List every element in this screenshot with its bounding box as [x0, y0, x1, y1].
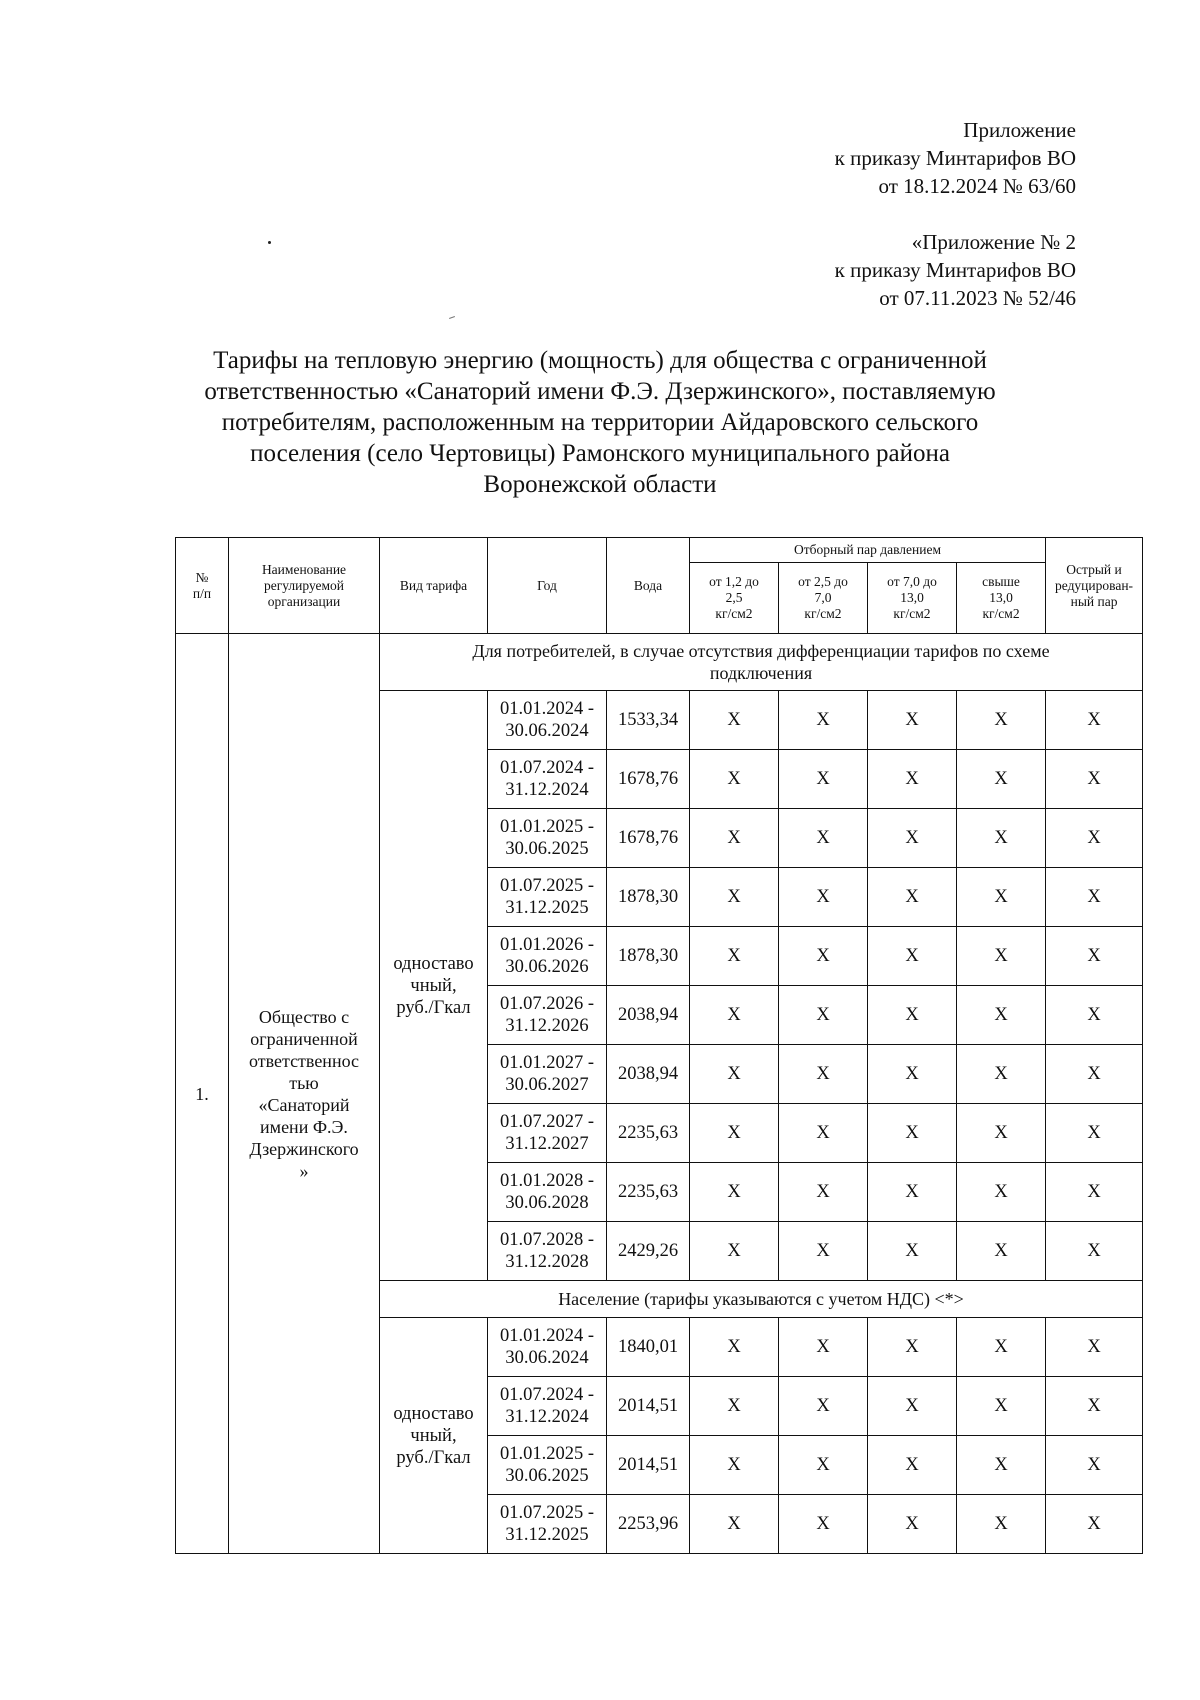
period-cell — [488, 1045, 607, 1104]
tariff-table — [175, 537, 1143, 1554]
steam-2-cell: X — [779, 809, 868, 868]
tariff-type-line: одноставо — [393, 1403, 474, 1424]
steam-4-cell: X — [957, 1495, 1046, 1554]
sharp-steam-cell: X — [1046, 1495, 1143, 1554]
steam-1-cell: X — [690, 691, 779, 750]
tariff-type-line: одноставо — [393, 953, 474, 974]
steam-3-cell: X — [868, 1436, 957, 1495]
period-end: 30.06.2024 — [505, 1348, 589, 1368]
header-number-line: п/п — [192, 585, 212, 601]
period-end: 31.12.2025 — [505, 898, 589, 918]
attachment-line2: к приказу Минтарифов ВО — [834, 146, 1076, 170]
prev-attachment-line2: к приказу Минтарифов ВО — [834, 258, 1076, 282]
steam-3-cell: X — [868, 1377, 957, 1436]
org-line: ограниченной — [250, 1028, 358, 1049]
steam-3-cell: X — [868, 986, 957, 1045]
water-cell: 2253,96 — [607, 1495, 690, 1554]
scan-speck — [268, 241, 271, 244]
header-sharp-steam — [1046, 538, 1143, 634]
period-start: 01.07.2024 - — [499, 1385, 595, 1405]
sharp-steam-cell: X — [1046, 750, 1143, 809]
header-sharp-line: Острый и — [1066, 561, 1122, 577]
period-start: 01.07.2025 - — [499, 876, 595, 896]
org-line: » — [299, 1160, 309, 1181]
period-start: 01.01.2025 - — [499, 817, 595, 837]
steam-1-cell: X — [690, 1045, 779, 1104]
title-line5: Воронежской области — [483, 471, 717, 498]
period-cell — [488, 1104, 607, 1163]
prev-attachment-line3: от 07.11.2023 № 52/46 — [879, 286, 1076, 310]
steam-4-cell: X — [957, 1045, 1046, 1104]
water-cell: 2429,26 — [607, 1222, 690, 1281]
header-pressure-line: кг/см2 — [804, 606, 842, 621]
period-cell — [488, 750, 607, 809]
header-tariff-type: Вид тарифа — [380, 538, 488, 634]
steam-2-cell: X — [779, 1495, 868, 1554]
period-start: 01.01.2026 - — [499, 935, 595, 955]
steam-3-cell: X — [868, 1163, 957, 1222]
steam-2-cell: X — [779, 750, 868, 809]
steam-1-cell: X — [690, 1163, 779, 1222]
steam-4-cell: X — [957, 927, 1046, 986]
steam-2-cell: X — [779, 1436, 868, 1495]
steam-4-cell: X — [957, 1163, 1046, 1222]
section2-tariff-type — [380, 1318, 488, 1554]
period-end: 30.06.2024 — [505, 721, 589, 741]
water-cell: 2235,63 — [607, 1163, 690, 1222]
water-cell: 2038,94 — [607, 986, 690, 1045]
steam-1-cell: X — [690, 1104, 779, 1163]
period-cell — [488, 1222, 607, 1281]
period-end: 30.06.2025 — [505, 1466, 589, 1486]
steam-4-cell: X — [957, 1104, 1046, 1163]
period-start: 01.01.2024 - — [499, 699, 595, 719]
steam-1-cell: X — [690, 986, 779, 1045]
prev-attachment-line1: «Приложение № 2 — [911, 230, 1076, 254]
steam-4-cell: X — [957, 1222, 1046, 1281]
sharp-steam-cell: X — [1046, 1436, 1143, 1495]
water-cell: 1878,30 — [607, 868, 690, 927]
org-line: имени Ф.Э. — [260, 1116, 348, 1137]
steam-2-cell: X — [779, 691, 868, 750]
tariff-type-line: руб./Гкал — [396, 997, 471, 1018]
header-sharp-line: редуцирован- — [1055, 577, 1134, 593]
header-pressure-line: от 1,2 до — [709, 574, 759, 589]
steam-2-cell: X — [779, 927, 868, 986]
steam-3-cell: X — [868, 927, 957, 986]
header-year: Год — [488, 538, 607, 634]
header-number-line: № — [195, 569, 209, 585]
steam-1-cell: X — [690, 868, 779, 927]
water-cell: 1533,34 — [607, 691, 690, 750]
period-start: 01.01.2027 - — [499, 1053, 595, 1073]
document-title — [180, 345, 1020, 500]
steam-3-cell: X — [868, 750, 957, 809]
steam-2-cell: X — [779, 1163, 868, 1222]
section1-condition — [380, 634, 1143, 691]
water-cell: 1840,01 — [607, 1318, 690, 1377]
steam-3-cell: X — [868, 1045, 957, 1104]
period-end: 31.12.2024 — [505, 780, 589, 800]
steam-4-cell: X — [957, 868, 1046, 927]
steam-3-cell: X — [868, 809, 957, 868]
period-cell — [488, 1495, 607, 1554]
steam-1-cell: X — [690, 1495, 779, 1554]
header-pressure-1 — [690, 563, 779, 634]
steam-3-cell: X — [868, 1495, 957, 1554]
period-cell — [488, 986, 607, 1045]
condition-line: Для потребителей, в случае отсутствия дифференциации тарифов по схеме — [472, 641, 1050, 661]
header-pressure-line: 13,0 — [900, 590, 924, 605]
water-cell: 2014,51 — [607, 1377, 690, 1436]
water-cell: 2038,94 — [607, 1045, 690, 1104]
period-cell — [488, 1377, 607, 1436]
header-org-line: Наименование — [261, 561, 347, 577]
steam-4-cell: X — [957, 1377, 1046, 1436]
steam-2-cell: X — [779, 868, 868, 927]
org-line: Общество с — [258, 1006, 350, 1027]
steam-4-cell: X — [957, 750, 1046, 809]
tariff-type-line: чный, — [410, 975, 457, 996]
steam-1-cell: X — [690, 1222, 779, 1281]
steam-1-cell: X — [690, 750, 779, 809]
steam-4-cell: X — [957, 986, 1046, 1045]
section1-condition-row — [176, 634, 1143, 691]
steam-4-cell: X — [957, 691, 1046, 750]
water-cell: 1878,30 — [607, 927, 690, 986]
period-start: 01.07.2027 - — [499, 1112, 595, 1132]
period-start: 01.01.2025 - — [499, 1444, 595, 1464]
sharp-steam-cell: X — [1046, 1377, 1143, 1436]
header-pressure-line: 2,5 — [725, 590, 743, 605]
org-line: ответственнос — [248, 1050, 360, 1071]
header-pressure-4 — [957, 563, 1046, 634]
header-pressure-3 — [868, 563, 957, 634]
period-start: 01.07.2028 - — [499, 1230, 595, 1250]
period-cell — [488, 1318, 607, 1377]
sharp-steam-cell: X — [1046, 986, 1143, 1045]
period-start: 01.01.2024 - — [499, 1326, 595, 1346]
sharp-steam-cell: X — [1046, 809, 1143, 868]
organization-name — [229, 634, 380, 1554]
section1-tariff-type — [380, 691, 488, 1281]
attachment-line3: от 18.12.2024 № 63/60 — [878, 174, 1076, 198]
sharp-steam-cell: X — [1046, 1104, 1143, 1163]
condition-line: подключения — [709, 663, 813, 683]
steam-3-cell: X — [868, 691, 957, 750]
steam-1-cell: X — [690, 809, 779, 868]
period-start: 01.07.2024 - — [499, 758, 595, 778]
header-org-line: организации — [267, 593, 341, 609]
org-line: Дзержинского — [249, 1138, 359, 1159]
title-line2: ответственностью «Санаторий имени Ф.Э. Дзержинского», поставляемую — [204, 378, 996, 405]
org-line: «Санаторий — [258, 1094, 350, 1115]
header-pressure-line: кг/см2 — [982, 606, 1020, 621]
tariff-type-line: руб./Гкал — [396, 1447, 471, 1468]
scan-speck — [449, 316, 455, 319]
header-org-line: регулируемой — [263, 577, 345, 593]
period-cell — [488, 868, 607, 927]
title-line4: поселения (село Чертовицы) Рамонского муниципального района — [250, 440, 950, 467]
header-pressure-line: кг/см2 — [893, 606, 931, 621]
water-cell: 2014,51 — [607, 1436, 690, 1495]
table-header-row — [176, 538, 1143, 563]
period-start: 01.01.2028 - — [499, 1171, 595, 1191]
header-pressure-line: от 2,5 до — [798, 574, 848, 589]
period-cell — [488, 691, 607, 750]
sharp-steam-cell: X — [1046, 927, 1143, 986]
steam-2-cell: X — [779, 1104, 868, 1163]
attachment-line1: Приложение — [963, 118, 1076, 142]
title-line1: Тарифы на тепловую энергию (мощность) для общества с ограниченной — [213, 347, 987, 374]
steam-1-cell: X — [690, 1377, 779, 1436]
header-steam-group: Отборный пар давлением — [690, 538, 1046, 563]
tariff-type-line: чный, — [410, 1425, 457, 1446]
water-cell: 1678,76 — [607, 750, 690, 809]
header-pressure-line: кг/см2 — [715, 606, 753, 621]
water-cell: 2235,63 — [607, 1104, 690, 1163]
sharp-steam-cell: X — [1046, 691, 1143, 750]
steam-3-cell: X — [868, 1104, 957, 1163]
period-cell — [488, 809, 607, 868]
header-pressure-line: от 7,0 до — [887, 574, 937, 589]
steam-2-cell: X — [779, 1318, 868, 1377]
period-cell — [488, 1163, 607, 1222]
header-pressure-line: свыше — [982, 574, 1020, 589]
org-line: тью — [289, 1072, 319, 1093]
steam-4-cell: X — [957, 809, 1046, 868]
period-end: 30.06.2028 — [505, 1193, 589, 1213]
sharp-steam-cell: X — [1046, 1045, 1143, 1104]
period-end: 31.12.2028 — [505, 1252, 589, 1272]
period-end: 31.12.2025 — [505, 1525, 589, 1545]
header-sharp-line: ный пар — [1070, 593, 1118, 609]
steam-3-cell: X — [868, 868, 957, 927]
sharp-steam-cell: X — [1046, 1318, 1143, 1377]
period-end: 30.06.2025 — [505, 839, 589, 859]
steam-2-cell: X — [779, 1377, 868, 1436]
sharp-steam-cell: X — [1046, 1163, 1143, 1222]
sharp-steam-cell: X — [1046, 868, 1143, 927]
period-end: 30.06.2026 — [505, 957, 589, 977]
period-end: 30.06.2027 — [505, 1075, 589, 1095]
header-organization — [229, 538, 380, 634]
steam-3-cell: X — [868, 1222, 957, 1281]
steam-1-cell: X — [690, 1318, 779, 1377]
period-start: 01.07.2025 - — [499, 1503, 595, 1523]
period-cell — [488, 927, 607, 986]
attachment-block — [835, 116, 1076, 200]
steam-4-cell: X — [957, 1318, 1046, 1377]
period-cell — [488, 1436, 607, 1495]
header-number — [176, 538, 229, 634]
header-pressure-line: 13,0 — [989, 590, 1013, 605]
header-water: Вода — [607, 538, 690, 634]
steam-4-cell: X — [957, 1436, 1046, 1495]
steam-2-cell: X — [779, 1045, 868, 1104]
steam-2-cell: X — [779, 1222, 868, 1281]
period-start: 01.07.2026 - — [499, 994, 595, 1014]
steam-3-cell: X — [868, 1318, 957, 1377]
section2-condition: Население (тарифы указываются с учетом НДС) <*> — [380, 1281, 1143, 1318]
period-end: 31.12.2024 — [505, 1407, 589, 1427]
sharp-steam-cell: X — [1046, 1222, 1143, 1281]
steam-1-cell: X — [690, 927, 779, 986]
steam-1-cell: X — [690, 1436, 779, 1495]
steam-2-cell: X — [779, 986, 868, 1045]
header-pressure-line: 7,0 — [814, 590, 832, 605]
row-number: 1. — [176, 634, 229, 1554]
title-line3: потребителям, расположенным на территории Айдаровского сельского — [221, 409, 979, 436]
period-end: 31.12.2026 — [505, 1016, 589, 1036]
water-cell: 1678,76 — [607, 809, 690, 868]
prev-attachment-block — [835, 228, 1076, 312]
header-pressure-2 — [779, 563, 868, 634]
period-end: 31.12.2027 — [505, 1134, 589, 1154]
